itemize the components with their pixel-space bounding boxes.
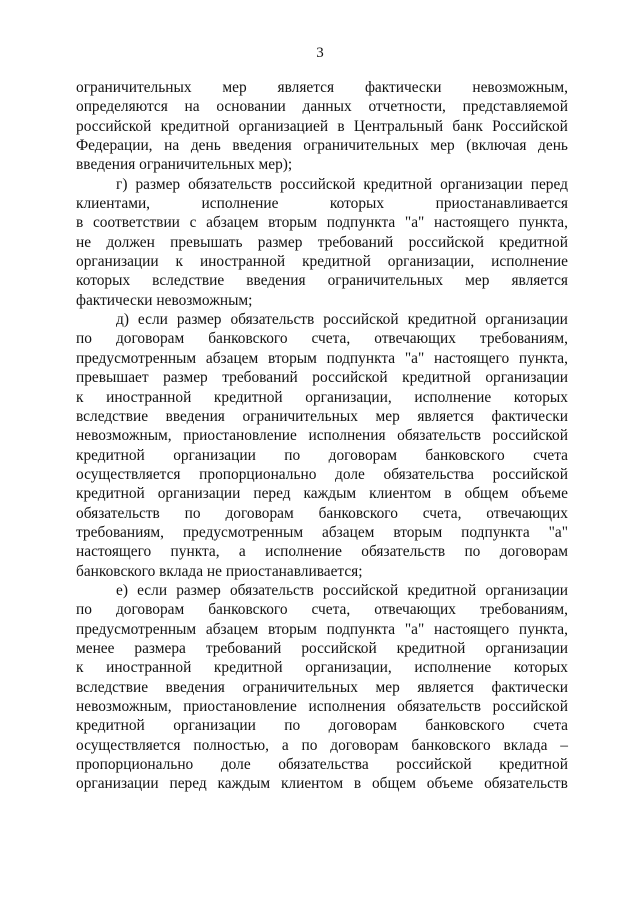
- word: размер: [176, 311, 222, 329]
- word: российской: [323, 311, 399, 329]
- word: банковского: [425, 446, 505, 464]
- word: по: [76, 601, 92, 619]
- word: основании: [216, 98, 286, 116]
- text-line: [76, 194, 568, 213]
- word: кредитной: [407, 311, 477, 329]
- word: организации: [485, 369, 568, 387]
- word: размер: [135, 175, 181, 193]
- word: приостанавливается: [435, 195, 568, 213]
- text-line: [76, 233, 568, 252]
- word: требований: [317, 233, 394, 251]
- word: является: [417, 678, 474, 696]
- word: организации: [485, 581, 568, 599]
- word: которых: [329, 195, 385, 213]
- word: к: [76, 659, 84, 677]
- text-line: [76, 349, 568, 368]
- word: банк: [452, 117, 483, 135]
- word: договорам: [330, 736, 399, 754]
- word: определяются: [76, 98, 168, 116]
- word: исполнение: [414, 659, 492, 677]
- word: счета: [533, 446, 568, 464]
- text-line: [76, 252, 568, 271]
- word: кредитной: [76, 717, 145, 735]
- word: российской: [322, 581, 399, 599]
- word: подпункта: [326, 349, 396, 367]
- word: кредитной: [213, 388, 283, 406]
- word: представляемой: [462, 98, 568, 116]
- text-line: [76, 755, 568, 774]
- word: фактически: [491, 407, 568, 425]
- word: доле: [220, 756, 251, 774]
- word: кредитной: [407, 581, 477, 599]
- word: вторым: [267, 620, 317, 638]
- word: вторым: [267, 349, 317, 367]
- word: пункта,: [518, 214, 568, 232]
- word: общем: [371, 775, 416, 793]
- word: которых: [513, 659, 568, 677]
- word: осуществляется: [76, 736, 181, 754]
- word: предусмотренным: [182, 523, 304, 541]
- word: размер: [163, 369, 208, 387]
- word: организации: [76, 253, 159, 271]
- word: превышать: [170, 233, 243, 251]
- word: по: [284, 446, 301, 464]
- word: обязательств: [229, 581, 314, 599]
- word: российской: [492, 465, 568, 483]
- text-line: [76, 736, 568, 755]
- word: фактически: [491, 678, 568, 696]
- word: вследствие: [152, 272, 225, 290]
- word: российской: [301, 639, 377, 657]
- word: перед: [169, 775, 207, 793]
- word: на: [164, 137, 180, 155]
- word: а: [281, 736, 289, 754]
- text-line: [76, 426, 568, 445]
- word: договорам: [328, 717, 397, 735]
- word: кредитной: [499, 233, 568, 251]
- word: кредитной: [302, 253, 371, 271]
- word: счета,: [311, 601, 351, 619]
- word: российской: [312, 369, 388, 387]
- text-line: [76, 465, 568, 484]
- word: введения: [165, 407, 225, 425]
- document-body: [76, 78, 568, 794]
- word: иностранной: [199, 253, 286, 271]
- word: счета,: [422, 504, 462, 522]
- word: кредитной: [396, 639, 466, 657]
- word: е): [116, 581, 128, 599]
- word: организации,: [387, 253, 475, 271]
- text-line: фактически невозможным;: [76, 291, 253, 309]
- text-line: введения ограничительных мер);: [76, 156, 293, 174]
- word: кредитной: [363, 175, 433, 193]
- word: к: [76, 388, 84, 406]
- word: вследствие: [76, 678, 149, 696]
- text-line: [76, 446, 568, 465]
- word: клиентом: [280, 775, 344, 793]
- text-line: [76, 368, 568, 387]
- word: требований: [205, 639, 282, 657]
- word: вследствие: [76, 407, 149, 425]
- word: пункта,: [518, 620, 568, 638]
- word: настоящего: [433, 620, 510, 638]
- word: российской: [492, 698, 568, 715]
- word: пункта,: [518, 349, 568, 367]
- word: данных: [302, 98, 352, 116]
- word: организацией: [238, 117, 329, 135]
- text-line: [76, 117, 568, 136]
- word: предусмотренным: [76, 620, 197, 638]
- word: превышает: [76, 369, 149, 387]
- word: "а": [548, 523, 568, 541]
- text-line: [76, 678, 568, 697]
- word: обязательств: [230, 311, 315, 329]
- word: исполнения: [308, 698, 386, 715]
- word: в: [76, 214, 84, 232]
- word: по: [184, 504, 201, 522]
- text-line: [76, 78, 568, 97]
- word: российской: [408, 233, 484, 251]
- word: требованиям,: [479, 330, 568, 348]
- word: если: [137, 581, 168, 599]
- word: российской: [396, 756, 472, 774]
- word: кредитной: [402, 369, 471, 387]
- word: каждым: [217, 775, 271, 793]
- text-line: [76, 774, 568, 793]
- word: мер: [222, 79, 247, 96]
- word: ограничительных: [242, 678, 358, 696]
- word: организации: [440, 175, 523, 193]
- word: должен: [106, 233, 155, 251]
- word: вторым: [268, 214, 318, 232]
- word: по: [464, 543, 481, 561]
- word: приостановление: [183, 427, 297, 445]
- text-line: [76, 581, 568, 600]
- word: с: [189, 214, 197, 232]
- word: организации: [485, 311, 568, 329]
- word: мер: [375, 407, 400, 425]
- word: предусмотренным: [76, 349, 197, 367]
- word: "а": [404, 349, 425, 367]
- text-line: банковского вклада не приостанавливается;: [76, 562, 363, 580]
- word: размер: [176, 581, 221, 599]
- word: ограничительных: [327, 272, 444, 290]
- word: исполнение: [491, 253, 568, 271]
- text-line: [76, 716, 568, 735]
- word: клиентами,: [76, 195, 151, 213]
- word: отвечающих: [374, 330, 456, 348]
- word: по: [284, 717, 301, 735]
- word: российской: [279, 175, 356, 193]
- word: договорам: [115, 330, 185, 348]
- text-line: [76, 484, 568, 503]
- word: организации,: [305, 659, 392, 677]
- word: организации: [76, 775, 159, 793]
- word: является: [511, 272, 568, 290]
- word: пропорционально: [199, 465, 317, 483]
- word: иностранной: [106, 388, 192, 406]
- word: приостановление: [183, 698, 297, 715]
- word: обязательства: [278, 756, 369, 774]
- word: Центральный: [353, 117, 444, 135]
- word: организации,: [305, 388, 392, 406]
- word: банковского: [425, 717, 505, 735]
- word: организации: [157, 485, 241, 503]
- word: мер: [465, 272, 490, 290]
- word: –: [560, 736, 568, 754]
- text-line: [76, 697, 568, 716]
- word: подпункта: [326, 620, 396, 638]
- word: является: [277, 79, 335, 96]
- word: размера: [134, 639, 186, 657]
- word: менее: [76, 639, 115, 657]
- text-line: [76, 271, 568, 290]
- word: по: [301, 736, 318, 754]
- word: ограничительных: [76, 79, 192, 96]
- word: иностранной: [106, 659, 192, 677]
- word: вклада: [503, 736, 548, 754]
- word: общем: [464, 485, 509, 503]
- word: введения: [246, 272, 306, 290]
- word: "а": [404, 214, 425, 232]
- word: требованиям,: [479, 601, 568, 619]
- word: абзацем: [322, 523, 375, 541]
- word: в: [353, 775, 362, 793]
- word: день: [190, 137, 221, 155]
- word: введения: [165, 678, 225, 696]
- word: объеме: [426, 775, 474, 793]
- word: Российской: [492, 117, 568, 135]
- word: кредитной: [213, 659, 283, 677]
- word: российской: [492, 427, 568, 445]
- word: ограничительных: [242, 407, 358, 425]
- word: мер: [430, 137, 455, 155]
- word: исполнения: [308, 427, 386, 445]
- word: фактически: [364, 79, 442, 96]
- word: (включая: [466, 137, 527, 155]
- word: кредитной: [160, 117, 230, 135]
- word: каждым: [303, 485, 357, 503]
- text-line: [76, 639, 568, 658]
- word: обязательств: [188, 175, 272, 193]
- word: является: [417, 407, 474, 425]
- word: подпункта: [326, 214, 396, 232]
- text-line: [76, 136, 568, 155]
- word: подпункта: [461, 523, 530, 541]
- word: день: [538, 137, 568, 155]
- word: размер: [257, 233, 303, 251]
- word: если: [137, 311, 168, 329]
- word: банковского: [411, 736, 491, 754]
- word: исполнение: [265, 543, 342, 561]
- word: настоящего: [76, 543, 152, 561]
- word: абзацем: [205, 620, 259, 638]
- word: обязательств: [397, 427, 481, 445]
- word: договорам: [499, 543, 568, 561]
- text-line: [76, 523, 568, 542]
- word: договорам: [225, 504, 294, 522]
- word: российской: [76, 117, 152, 135]
- word: исполнение: [201, 195, 279, 213]
- word: невозможным,: [76, 427, 172, 445]
- text-line: [76, 388, 568, 407]
- word: Федерации,: [76, 137, 153, 155]
- word: исполнение: [414, 388, 492, 406]
- word: пункта,: [170, 543, 220, 561]
- text-line: [76, 97, 568, 116]
- word: клиентом: [369, 485, 432, 503]
- word: которых: [513, 388, 568, 406]
- word: организации: [173, 717, 256, 735]
- word: счета,: [311, 330, 351, 348]
- word: г): [116, 175, 128, 193]
- word: перед: [253, 485, 291, 503]
- text-line: [76, 658, 568, 677]
- word: в: [444, 485, 452, 503]
- word: осуществляется: [76, 465, 181, 483]
- word: доле: [335, 465, 365, 483]
- word: обязательств: [397, 698, 481, 715]
- word: перед: [530, 175, 568, 193]
- word: обязательств: [76, 504, 160, 522]
- word: организации: [173, 446, 256, 464]
- text-line: [76, 620, 568, 639]
- text-line: [76, 175, 568, 194]
- word: банковского: [318, 504, 398, 522]
- word: обязательства: [383, 465, 474, 483]
- word: по: [76, 330, 92, 348]
- word: вторым: [393, 523, 443, 541]
- word: кредитной: [76, 485, 145, 503]
- word: введения: [232, 137, 292, 155]
- word: обязательств: [484, 775, 568, 793]
- word: к: [175, 253, 184, 271]
- word: договорам: [115, 601, 185, 619]
- text-line: [76, 407, 568, 426]
- word: организации: [485, 639, 568, 657]
- word: требований: [222, 369, 298, 387]
- text-line: [76, 600, 568, 619]
- word: а: [238, 543, 246, 561]
- word: банковского: [208, 330, 288, 348]
- text-line: [76, 504, 568, 523]
- word: абзацем: [206, 214, 259, 232]
- page-number: 3: [316, 45, 324, 61]
- word: кредитной: [76, 446, 145, 464]
- word: д): [116, 311, 129, 329]
- word: банковского: [208, 601, 288, 619]
- word: не: [76, 233, 92, 251]
- text-line: [76, 542, 568, 561]
- word: абзацем: [205, 349, 259, 367]
- word: отвечающих: [374, 601, 456, 619]
- word: невозможным,: [472, 79, 568, 96]
- word: счета: [533, 717, 568, 735]
- word: полностью,: [193, 736, 269, 754]
- word: в: [337, 117, 345, 135]
- word: пропорционально: [76, 756, 194, 774]
- word: невозможным,: [76, 698, 172, 715]
- text-line: [76, 329, 568, 348]
- word: кредитной: [499, 756, 568, 774]
- word: обязательств: [361, 543, 446, 561]
- word: соответствии: [92, 214, 180, 232]
- word: мер: [375, 678, 400, 696]
- word: на: [184, 98, 200, 116]
- word: отчетности,: [368, 98, 446, 116]
- word: отвечающих: [486, 504, 568, 522]
- word: требованиям,: [76, 523, 165, 541]
- text-line: [76, 213, 568, 232]
- word: настоящего: [433, 349, 510, 367]
- text-line: [76, 310, 568, 329]
- word: договорам: [328, 446, 397, 464]
- word: объеме: [521, 485, 568, 503]
- word: "а": [404, 620, 425, 638]
- word: настоящего: [434, 214, 510, 232]
- word: ограничительных: [303, 137, 419, 155]
- word: которых: [76, 272, 131, 290]
